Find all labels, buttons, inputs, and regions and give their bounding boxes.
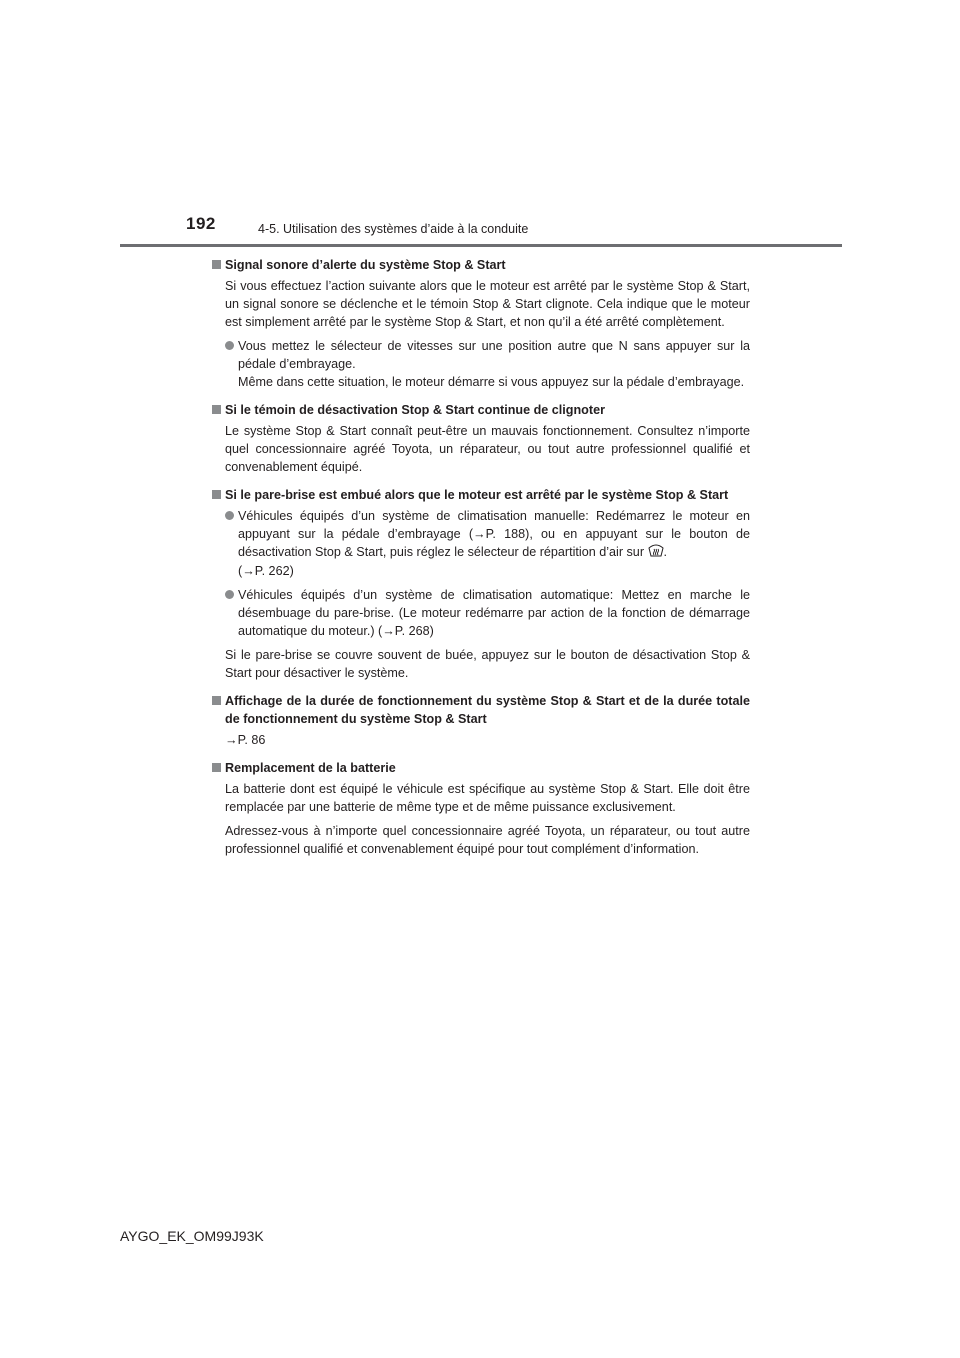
paragraph: Adressez-vous à n’importe quel concessionnaire agréé Toyota, un réparateur, ou tout autre professionnel qualifié et convenablement équipé pour tout complément d’information. — [225, 824, 750, 857]
round-bullet-icon — [225, 341, 234, 350]
paragraph: Le système Stop & Start connaît peut-être un mauvais fonctionnement. Consultez n’importe quel concessionnaire agréé Toyota, un réparateur, ou tout autre professionnel qualifié et convenablement équipé. — [225, 424, 750, 474]
heading-text: Remplacement de la batterie — [225, 761, 396, 776]
round-bullet-icon — [225, 590, 234, 599]
section-title: 4-5. Utilisation des systèmes d’aide à la conduite — [258, 222, 529, 236]
page-reference: →P. 86 — [225, 733, 266, 748]
windshield-defroster-icon — [648, 543, 664, 562]
list-item — [210, 507, 750, 580]
paragraph: Si vous effectuez l’action suivante alors que le moteur est arrêté par le système Stop & Start, un signal sonore se déclenche et le témoin Stop & Start clignote. Cela indique que le moteur est simplement arrêté par le système Stop & Start, et non qu’il a été arrêté complètement. — [225, 279, 750, 329]
heading-pare-brise-embue — [210, 486, 750, 504]
list-item — [210, 586, 750, 640]
list-item-text: Vous mettez le sélecteur de vitesses sur une position autre que N sans appuyer sur la pédale d’embrayage. — [238, 339, 750, 371]
heading-temoin-clignote — [210, 401, 750, 419]
page-header — [0, 0, 960, 250]
list-item-text: Véhicules équipés d’un système de climatisation automatique: Mettez en marche le désembuage du pare-brise. (Le moteur redémarre par action de la fonction de démarrage automatique du moteur.) (→P. 268) — [238, 588, 750, 639]
heading-text: Signal sonore d’alerte du système Stop & Start — [225, 258, 506, 272]
page-content — [210, 256, 750, 864]
list-item-text: Véhicules équipés d’un système de climatisation manuelle: Redémarrez le moteur en appuyant sur la pédale d’embrayage (→P. 188), ou en appuyant sur le bouton de désactivation Stop & Start, puis réglez le sélecteur de répartition d’air sur . — [238, 507, 750, 562]
square-bullet-icon — [212, 696, 221, 705]
square-bullet-icon — [212, 260, 221, 269]
heading-text: Si le pare-brise est embué alors que le moteur est arrêté par le système Stop & Start — [225, 488, 729, 502]
document-code: AYGO_EK_OM99J93K — [120, 1228, 264, 1244]
square-bullet-icon — [212, 490, 221, 499]
page-reference: (→P. 262) — [238, 564, 294, 579]
page-reference: →P. 188 — [473, 527, 526, 541]
paragraph: La batterie dont est équipé le véhicule est spécifique au système Stop & Start. Elle doit être remplacée par une batterie de même type et de même puissance exclusivement. — [225, 782, 750, 815]
heading-text: Si le témoin de désactivation Stop & Start continue de clignoter — [225, 403, 605, 417]
paragraph: Si le pare-brise se couvre souvent de buée, appuyez sur le bouton de désactivation Stop & Start pour désactiver le système. — [225, 648, 750, 681]
square-bullet-icon — [212, 405, 221, 414]
heading-text: Affichage de la durée de fonctionnement du système Stop & Start et de la durée totale de fonctionnement du système Stop & Start — [225, 694, 750, 727]
page-number: 192 — [186, 214, 216, 233]
list-item-text: Même dans cette situation, le moteur démarre si vous appuyez sur la pédale d’embrayage. — [238, 375, 745, 389]
list-item — [210, 337, 750, 391]
heading-duree-fonctionnement — [210, 692, 750, 728]
heading-signal-sonore — [210, 256, 750, 274]
heading-remplacement-batterie — [210, 759, 750, 777]
round-bullet-icon — [225, 511, 234, 520]
header-divider — [120, 244, 842, 247]
square-bullet-icon — [212, 763, 221, 772]
